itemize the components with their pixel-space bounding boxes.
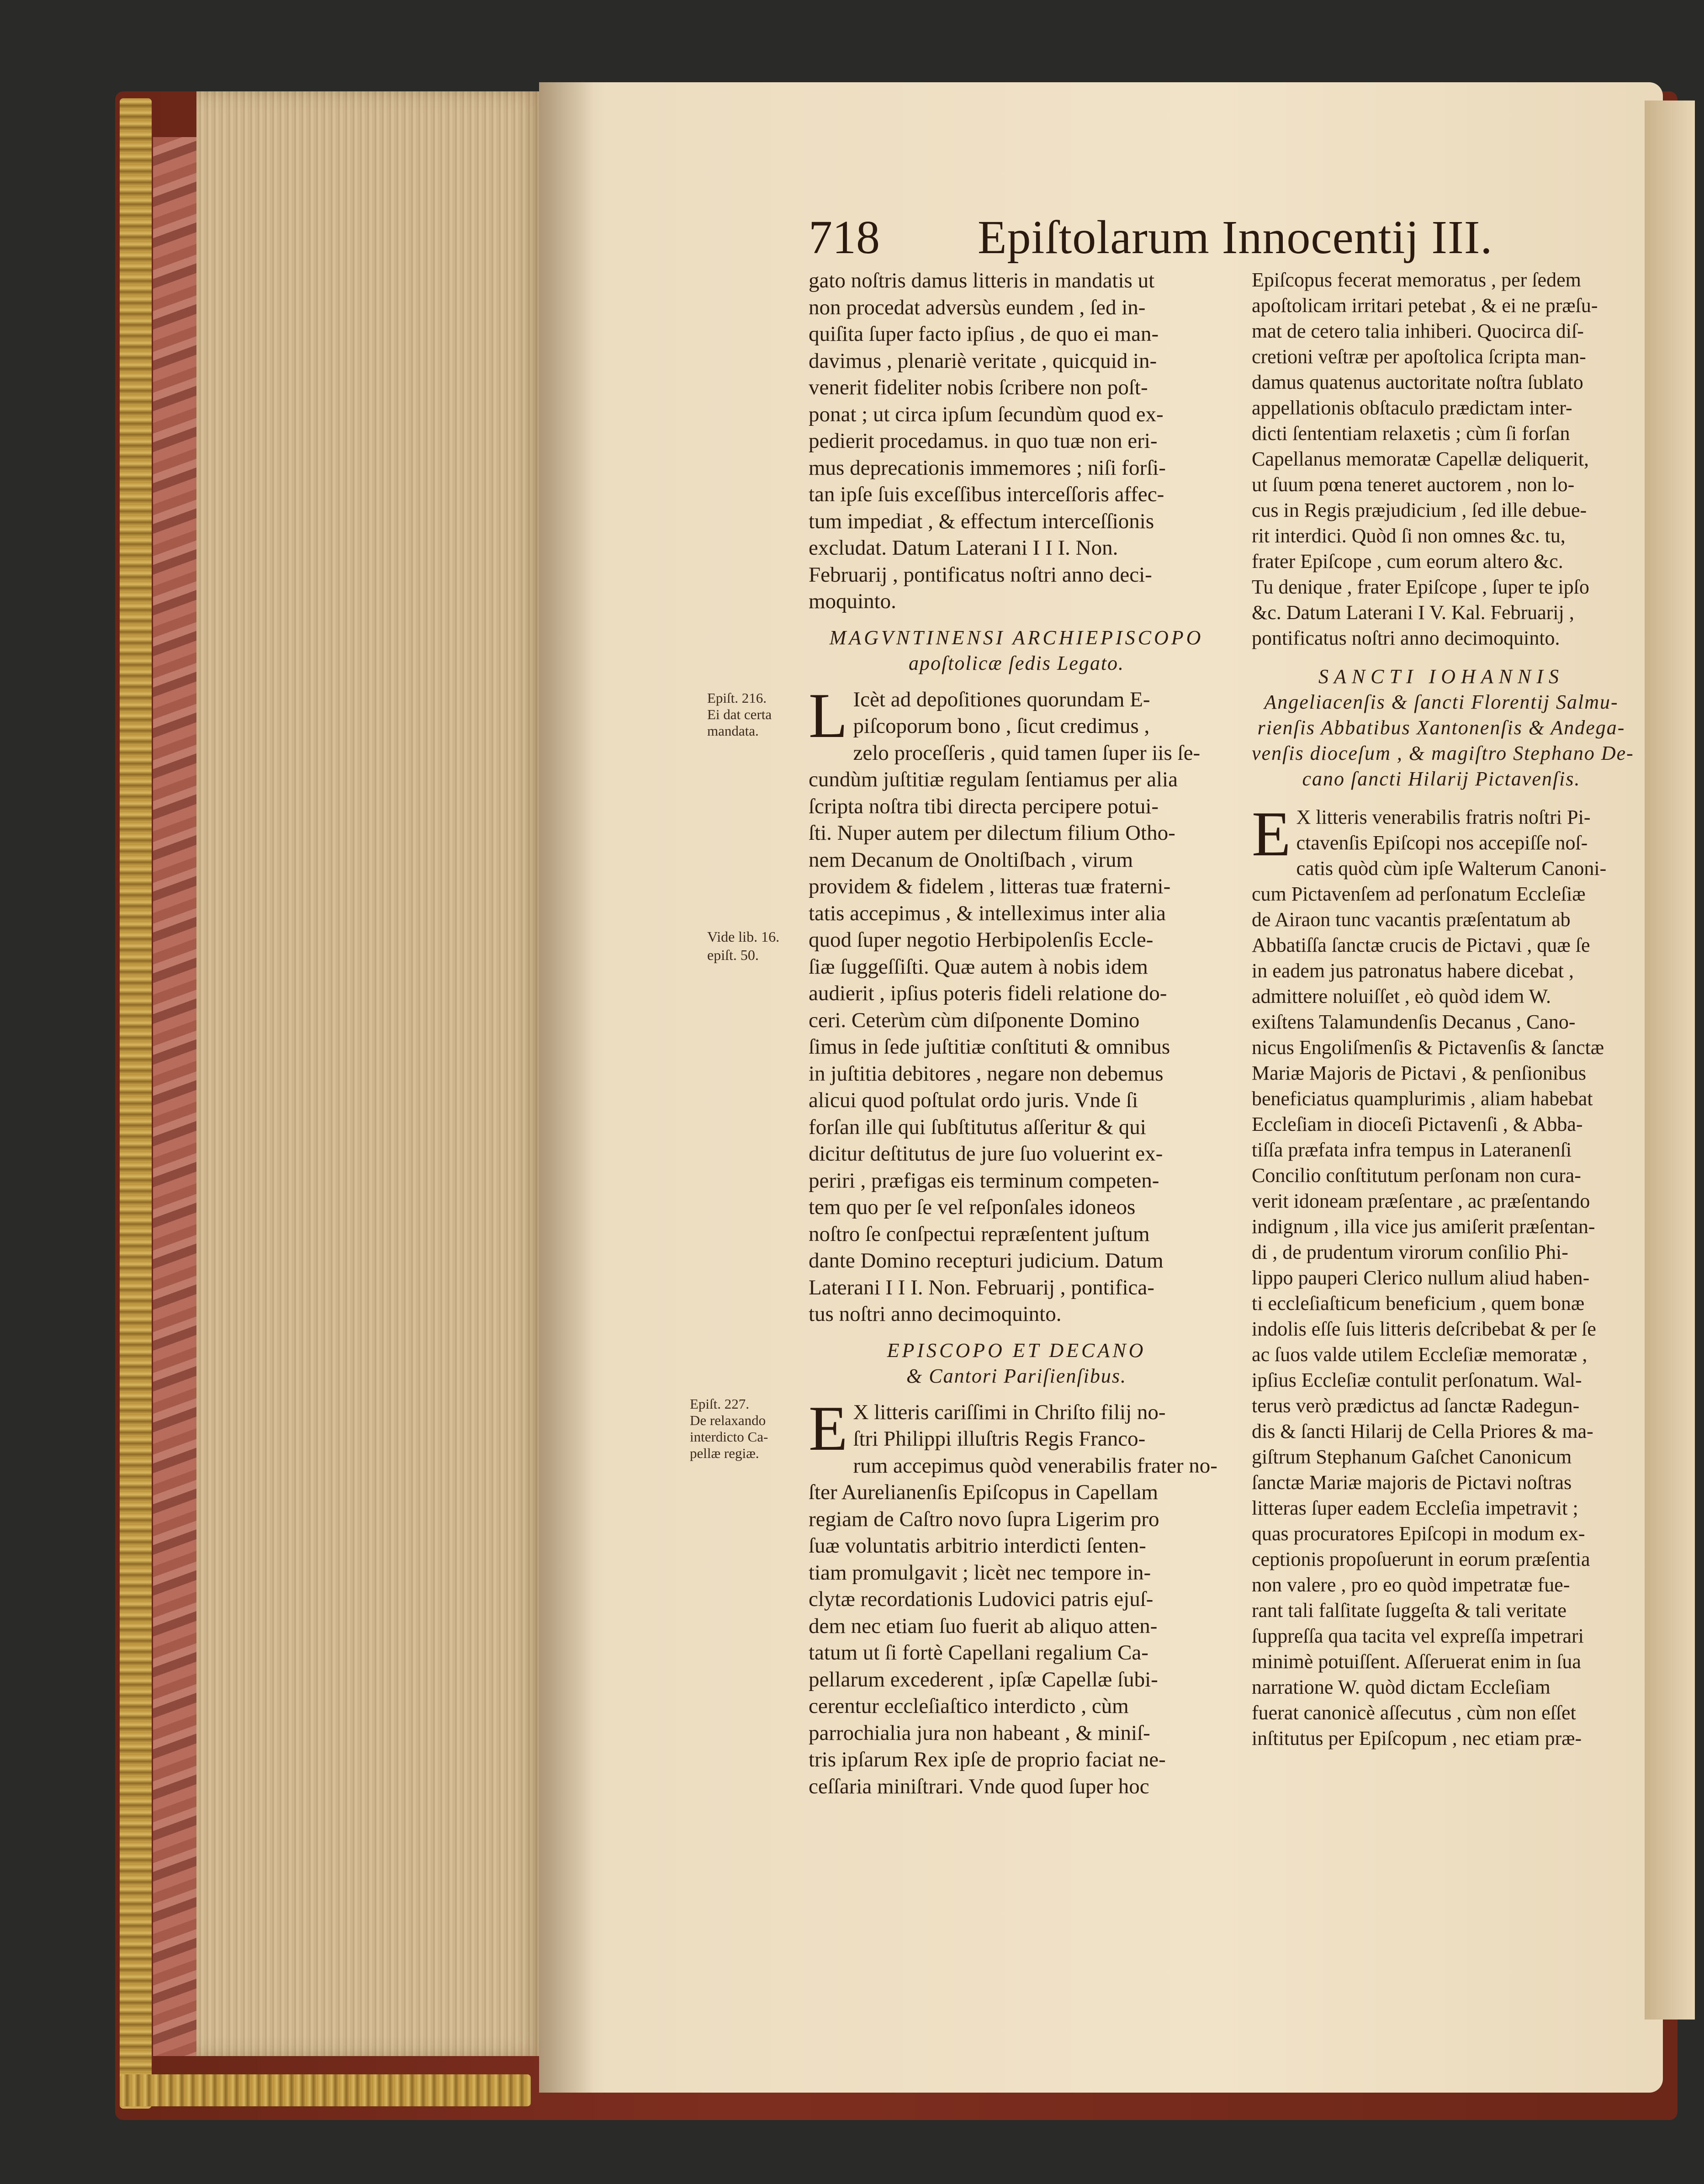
text-line: piſcoporum bono , ſicut credimus , [853,714,1150,738]
letter1-subheading: apoſtolicæ ſedis Legato. [908,652,1125,674]
text-line: periri , præfigas eis terminum competen- [809,1168,1159,1193]
text-line: minimè potuiſſent. Aſſeruerat enim in ſua [1252,1650,1581,1673]
text-line: Laterani I I I. Non. Februarij , pontifica- [809,1275,1154,1299]
text-line: moquinto. [809,589,896,613]
text-line: indolis eſſe ſuis litteris deſcribebat & per ſe [1252,1318,1596,1340]
text-line: dem nec etiam ſuo fuerit ab aliquo atten- [809,1614,1158,1638]
text-line: rum accepimus quòd venerabilis frater no- [853,1453,1217,1478]
text-line: ſuæ voluntatis arbitrio interdicti ſenten- [809,1534,1146,1558]
text-line: fuerat canonicè aſſecutus , cùm non eſſet [1252,1702,1576,1724]
text-line: clytæ recordationis Ludovici patris ejuſ- [809,1587,1154,1611]
text-line: tiſſa præfata infra tempus in Lateranenſi [1252,1139,1572,1161]
text-line: &c. Datum Laterani I V. Kal. Februarij , [1252,601,1574,624]
text-line: pontificatus noſtri anno decimoquinto. [1252,627,1560,649]
left-column [809,267,1224,1800]
gilt-edge-bottom [120,2074,531,2106]
text-line: ſimus in ſede juſtitiæ conſtituti & omnibus [809,1035,1170,1059]
text-line: di , de prudentum virorum conſilio Phi- [1252,1241,1568,1263]
text-line: tris ipſarum Rex ipſe de proprio faciat ne- [809,1748,1166,1771]
text-line: dis & ſancti Hilarij de Cella Priores & ma- [1252,1420,1593,1442]
right-column [1252,267,1634,1751]
text-line: audierit , ipſius poteris fideli relatione do- [809,981,1167,1005]
text-line: X litteris venerabilis fratris noſtri Pi- [1296,806,1591,828]
heading-line: Angeliacenſis & ſancti Florentij Salmu- [1264,691,1619,713]
text-line: Februarij , pontificatus noſtri anno deci- [809,562,1152,587]
text-line: mus deprecationis immemores ; niſi forſi- [809,456,1166,480]
text-line: Abbatiſſa ſanctæ crucis de Pictavi , quæ ſe [1252,934,1590,956]
text-line: verit idoneam præſentare , ac præſentando [1252,1190,1590,1212]
margin-note-vide-lib [707,928,799,964]
text-line: apoſtolicam irritari petebat , & ei ne præſu- [1252,294,1598,317]
letter3-lines [1252,799,1631,1751]
text-line: tiam promulgavit ; licèt nec tempore in- [809,1560,1151,1585]
letter1-lines [809,680,1224,1328]
text-line: nicus Engoliſmenſis & Pictavenſis & ſanctæ [1252,1036,1604,1059]
text-line: tan ipſe ſuis exceſſibus interceſſoris affec- [809,482,1164,506]
margin-note-line: interdicto Ca- [690,1429,768,1445]
margin-note-line: Epiſt. 216. [707,690,767,706]
left-intro [809,267,1224,615]
text-line: quod ſuper negotio Herbipolenſis Eccle- [809,928,1154,952]
text-line: regiam de Caſtro novo ſupra Ligerim pro [809,1507,1159,1531]
text-line: nem Decanum de Onoltiſbach , virum [809,848,1133,872]
letter1-body [809,680,1224,1328]
text-line: ipſius Eccleſiæ contulit perſonatum. Wal- [1252,1369,1582,1391]
margin-note-line: epiſt. 50. [707,947,759,963]
letter2-lines [809,1393,1224,1800]
text-line: non procedat adversùs eundem , ſed in- [809,295,1146,319]
margin-note-line: De relaxando [690,1412,766,1428]
text-line: ſcripta noſtra tibi directa percipere potui- [809,794,1159,818]
text-line: non valere , pro eo quòd impetratæ fue- [1252,1574,1570,1596]
margin-note-line: Ei dat certa [707,706,772,722]
right-intro [1252,267,1631,651]
text-line: parrochialia jura non habeant , & miniſ- [809,1721,1150,1745]
text-line: X litteris cariſſimi in Chriſto filij no- [853,1400,1166,1424]
margin-note-line: Vide lib. 16. [707,928,780,945]
text-line: cum Pictavenſem ad perſonatum Eccleſiæ [1252,883,1586,905]
gutter-shadow [539,82,594,2093]
facing-page-edge [1645,101,1695,2020]
text-line: noſtro ſe conſpectui repræſentent juſtum [809,1222,1150,1246]
page-edges [196,91,546,2056]
text-line: forſan ille qui ſubſtitutus aſſeritur & qui [809,1115,1146,1139]
text-line: de Airaon tunc vacantis præſentatum ab [1252,908,1571,931]
text-line: ceri. Ceterùm cùm diſponente Domino [809,1008,1140,1032]
text-line: venerit fideliter nobis ſcribere non poſt- [809,376,1148,399]
text-line: catis quòd cùm ipſe Walterum Canoni- [1296,857,1607,880]
text-line: tem quo per ſe vel reſponſales idoneos [809,1195,1136,1219]
margin-note-epist-216 [707,690,799,739]
text-line: damus quatenus auctoritate noſtra ſublato [1252,371,1583,393]
running-title: Epiſtolarum Innocentij III. [978,211,1493,264]
text-line: dicti ſententiam relaxetis ; cùm ſi forſan [1252,422,1570,445]
text-line: lippo pauperi Clerico nullum aliud haben- [1252,1267,1590,1289]
letter2-dropcap: E [809,1393,848,1464]
margin-note-line: mandata. [707,723,759,739]
gilt-edge-left [120,98,152,2109]
text-line: providem & fidelem , litteras tuæ fraterni- [809,875,1171,898]
text-line: tum impediat , & effectum interceſſionis [809,509,1154,533]
text-line: ſiæ ſuggeſſiſti. Quæ autem à nobis idem [809,954,1148,979]
text-line: litteras ſuper eadem Eccleſia impetravit ; [1252,1497,1578,1519]
text-line: quiſita ſuper facto ipſius , de quo ei man- [809,322,1159,346]
text-line: mat de cetero talia inhiberi. Quocirca diſ- [1252,320,1584,342]
text-line: Mariæ Majoris de Pictavi , & penſionibus [1252,1062,1587,1084]
text-line: ſuppreſſa qua tacita vel expreſſa impetrari [1252,1625,1584,1647]
text-line: Icèt ad depoſitiones quorundam E- [853,687,1150,711]
letter1-dropcap: L [809,680,848,751]
text-line: exiſtens Talamundenſis Decanus , Cano- [1252,1011,1576,1033]
text-line: ſter Aurelianenſis Epiſcopus in Capellam [809,1480,1158,1504]
text-line: tatum ut ſi fortè Capellani regalium Ca- [809,1641,1148,1665]
page-number: 718 [809,211,880,264]
letter3-heading-lines [1252,689,1634,792]
text-line: Capellanus memoratæ Capellæ deliquerit, [1252,448,1589,470]
marbled-endpaper [153,137,203,2056]
letter2-subheading: & Cantori Pariſienſibus. [906,1364,1127,1387]
text-line: alicui quod poſtulat ordo juris. Vnde ſi [809,1088,1138,1112]
margin-note-epist-227 [690,1396,799,1462]
heading-line: cano ſancti Hilarij Pictavenſis. [1302,768,1581,790]
text-line: pellarum excederent , ipſæ Capellæ ſubi- [809,1667,1158,1691]
text-line: ut ſuum pœna teneret auctorem , non lo- [1252,473,1575,496]
text-line: ctavenſis Epiſcopi nos accepiſſe noſ- [1296,832,1588,854]
text-line: pedierit procedamus. in quo tuæ non eri- [809,429,1158,453]
text-line: ſti. Nuper autem per dilectum filium Otho- [809,821,1175,845]
text-line: in juſtitia debitores , negare non debemus [809,1061,1164,1086]
letter3-heading: SANCTI IOHANNIS [1318,665,1565,688]
text-line: gato noſtris damus litteris in mandatis ut [809,269,1155,292]
text-line: inſtitutus per Epiſcopum , nec etiam præ- [1252,1727,1582,1749]
text-line: dicitur deſtitutus de jure ſuo voluerint ex- [809,1142,1163,1166]
text-line: Tu denique , frater Epiſcope , ſuper te ipſo [1252,576,1589,598]
text-line: dante Domino recepturi judicium. Datum [809,1249,1164,1272]
text-line: giſtrum Stephanum Gaſchet Canonicum [1252,1446,1572,1468]
text-line: excludat. Datum Laterani I I I. Non. [809,536,1118,560]
text-line: ceptionis propoſuerunt in eorum præſentia [1252,1548,1590,1570]
text-line: ceſſaria miniſtrari. Vnde quod ſuper hoc [809,1774,1149,1798]
text-line: ponat ; ut circa ipſum ſecundùm quod ex- [809,402,1164,426]
text-line: in eadem jus patronatus habere dicebat , [1252,959,1574,982]
heading-line: rienſis Abbatibus Xantonenſis & Andega- [1257,716,1625,739]
text-line: admittere noluiſſet , eò quòd idem W. [1252,985,1551,1007]
text-line: ſtri Philippi illuſtris Regis Franco- [853,1427,1146,1451]
text-line: rant tali falſitate ſuggeſta & tali veritate [1252,1599,1567,1622]
running-head [809,210,1613,270]
text-line: tus noſtri anno decimoquinto. [809,1302,1062,1326]
letter1-heading: MAGVNTINENSI ARCHIEPISCOPO [829,626,1204,649]
letter2-body [809,1393,1224,1800]
text-line: cundùm juſtitiæ regulam ſentiamus per alia [809,768,1178,791]
text-line: zelo proceſſeris , quid tamen ſuper iis ſe- [853,741,1201,765]
text-line: tatis accepimus , & intelleximus inter alia [809,901,1166,925]
text-line: ti eccleſiaſticum beneficium , quem bonæ [1252,1292,1585,1315]
text-line: cus in Regis præjudicium , ſed ille debue- [1252,499,1587,521]
text-line: Epiſcopus fecerat memoratus , per ſedem [1252,269,1581,291]
text-line: cretioni veſtræ per apoſtolica ſcripta man- [1252,345,1586,368]
text-line: ſanctæ Mariæ majoris de Pictavi noſtras [1252,1471,1572,1494]
text-line: quas procuratores Epiſcopi in modum ex- [1252,1522,1585,1545]
text-line: cerentur eccleſiaſtico interdicto , cùm [809,1694,1129,1718]
text-line: narratione W. quòd dictam Eccleſiam [1252,1676,1551,1698]
letter3-dropcap: E [1252,799,1291,869]
text-line: rit interdici. Quòd ſi non omnes &c. tu, [1252,525,1566,547]
text-line: Eccleſiam in dioceſi Pictavenſi , & Abba- [1252,1113,1583,1135]
letter2-heading: EPISCOPO ET DECANO [887,1339,1146,1362]
text-line: beneficiatus quamplurimis , aliam habebat [1252,1087,1593,1110]
text-line: terus verò prædictus ad ſanctæ Radegun- [1252,1394,1580,1417]
text-line: indignum , illa vice jus amiſerit præſentan- [1252,1215,1595,1238]
margin-note-line: Epiſt. 227. [690,1396,750,1412]
text-line: Concilio conſtitutum perſonam non cura- [1252,1164,1581,1187]
heading-line: venſis dioceſum , & magiſtro Stephano De- [1252,742,1634,764]
text-line: davimus , plenariè veritate , quicquid in- [809,349,1157,373]
text-line: frater Epiſcope , cum eorum altero &c. [1252,550,1563,573]
text-line: appellationis obſtaculo prædictam inter- [1252,397,1572,419]
letter3-body [1252,799,1631,1751]
margin-note-line: pellæ regiæ. [690,1445,759,1461]
text-line: ac ſuos valde utilem Eccleſiæ memoratæ , [1252,1343,1588,1366]
